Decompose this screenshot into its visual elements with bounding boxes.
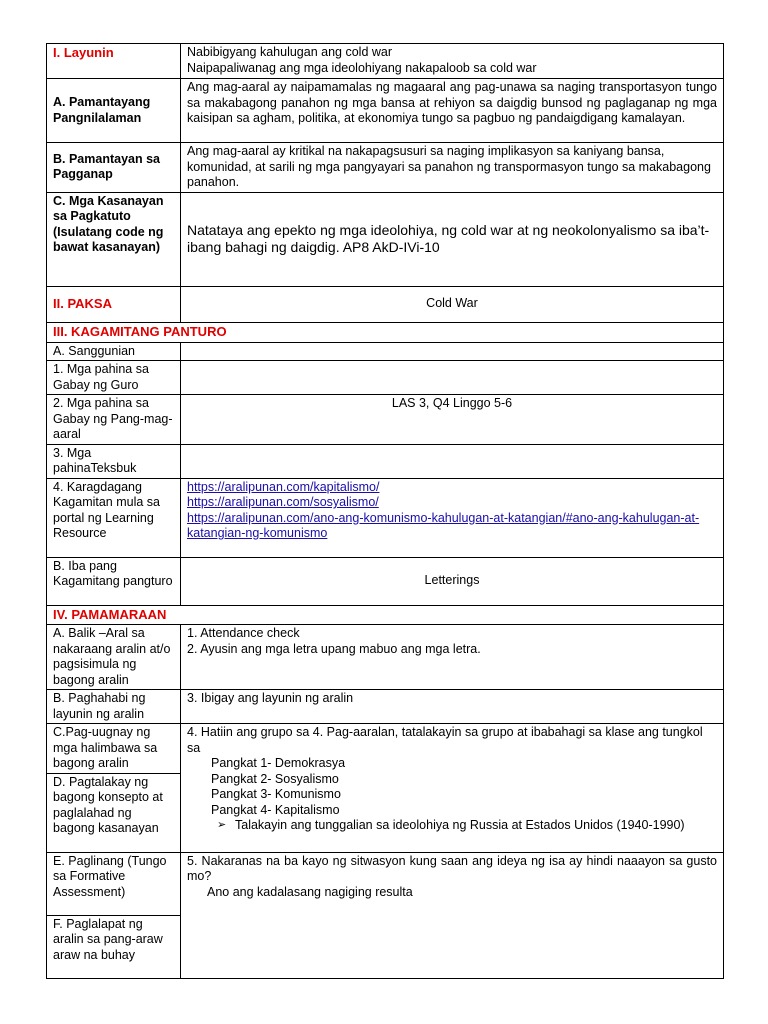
paglinang-row: [47, 852, 724, 915]
pag-uugnay-row: [47, 724, 724, 774]
pangkat-2: Pangkat 2- Sosyalismo: [211, 771, 339, 786]
teksbuk-row: [47, 444, 724, 478]
pamantayan-sa-pagganap-label: B. Pamantayan sa Pagganap: [47, 143, 181, 193]
pangkat-3: Pangkat 3- Komunismo: [211, 787, 341, 801]
pag-uugnay-item: 4. Hatiin ang grupo sa 4. Pag-aaralan, tatalakayin sa grupo at ibabahagi sa klase ang tungkol sa: [187, 725, 703, 755]
iba-pang-label: B. Iba pang Kagamitang pangturo: [47, 557, 181, 605]
paksa-value: Cold War: [181, 286, 724, 322]
paghahabi-row: [47, 690, 724, 724]
balik-aral-label: A. Balik –Aral sa nakaraang aralin at/o pagsisimula ng bagong aralin: [47, 625, 181, 690]
pamantayang-pangnilalaman-label: A. Pamantayang Pangnilalaman: [47, 79, 181, 143]
arrow-bullet-icon: ➢: [217, 819, 227, 831]
paglinang-item: 5. Nakaranas na ba kayo ng sitwasyon kung saan ang ideya ng isa ay hindi naaayon sa gusto mo?: [187, 853, 717, 883]
pamantayang-pangnilalaman-row: [47, 79, 724, 143]
sanggunian-row: [47, 342, 724, 361]
komunismo-link[interactable]: https://aralipunan.com/ano-ang-komunismo-kahulugan-at-katangian/#ano-ang-kahulugan-at-katangian-ng-komunismo: [187, 510, 700, 540]
pamantayan-sa-pagganap-row: [47, 143, 724, 193]
layunin-line-2: Naipapaliwanag ang mga ideolohiyang nakapaloob sa cold war: [187, 60, 537, 75]
layunin-row: [47, 44, 724, 79]
pangkat-1: Pangkat 1- Demokrasya: [211, 756, 346, 770]
balik-aral-row: [47, 625, 724, 690]
kagamitang-panturo-label: III. KAGAMITANG PANTURO: [53, 323, 227, 339]
kagamitang-panturo-row: [47, 322, 724, 342]
gabay-guro-row: [47, 361, 724, 395]
tunggalian-text: Talakayin ang tunggalian sa ideolohiya ng Russia at Estados Unidos (1940-1990): [235, 818, 685, 832]
kasanayan-text: Natataya ang epekto ng mga ideolohiya, ng cold war at ng neokolonyalismo sa iba’t-ibang bahagi ng daigdig. AP8 AkD-IVi-10: [181, 192, 724, 286]
karagdagang-row: [47, 478, 724, 557]
gabay-mag-aaral-value: LAS 3, Q4 Linggo 5-6: [181, 395, 724, 445]
gabay-mag-aaral-label: 2. Mga pahina sa Gabay ng Pang-mag-aaral: [47, 395, 181, 445]
balik-aral-item-2: 2. Ayusin ang mga letra upang mabuo ang mga letra.: [187, 641, 481, 656]
sanggunian-label: A. Sanggunian: [47, 342, 181, 361]
pamantayan-sa-pagganap-text: Ang mag-aaral ay kritikal na nakapagsusuri sa naging implikasyon sa kaniyang bansa, komunidad, at sarili ng mga pangyayari sa panahon ng transpormasyon tungo sa makabagong panahon.: [181, 143, 724, 193]
paglalapat-label: F. Paglalapat ng aralin sa pang-araw araw na buhay: [47, 915, 181, 978]
pagtalakay-label: D. Pagtalakay ng bagong konsepto at paglalahad ng bagong kasanayan: [47, 773, 181, 852]
balik-aral-item-1: 1. Attendance check: [187, 626, 300, 640]
sosyalismo-link[interactable]: https://aralipunan.com/sosyalismo/: [187, 495, 379, 509]
kapitalismo-link[interactable]: https://aralipunan.com/kapitalismo/: [187, 479, 380, 494]
teksbuk-label: 3. Mga pahinaTeksbuk: [47, 444, 181, 478]
layunin-label: I. Layunin: [53, 45, 114, 60]
iba-pang-value: Letterings: [181, 557, 724, 605]
pamantayang-pangnilalaman-text: Ang mag-aaral ay naipamamalas ng magaaral ang pag-unawa sa naging transportasyon tungo sa makabagong panahon ng mga bansa at rehiyon sa daigdig bunsod ng paglaganap ng mga kaisipan sa agham, politika, at ekonomiya tungo sa pagbuo ng pandaigdigang kamalayan.: [181, 79, 724, 143]
kasanayan-label: C. Mga Kasanayan sa Pagkatuto (Isulatang code ng bawat kasanayan): [47, 192, 181, 286]
pangkat-4: Pangkat 4- Kapitalismo: [211, 802, 340, 817]
pamamaraan-label: IV. PAMAMARAAN: [53, 606, 167, 622]
lesson-plan-table: [46, 43, 724, 979]
paghahabi-label: B. Paghahabi ng layunin ng aralin: [47, 690, 181, 724]
pamamaraan-row: [47, 605, 724, 625]
paghahabi-item: 3. Ibigay ang layunin ng aralin: [181, 690, 724, 724]
iba-pang-row: [47, 557, 724, 605]
pag-uugnay-label: C.Pag-uugnay ng mga halimbawa sa bagong aralin: [47, 724, 181, 774]
paglinang-label: E. Paglinang (Tungo sa Formative Assessment): [47, 852, 181, 915]
layunin-line-1: Nabibigyang kahulugan ang cold war: [187, 45, 393, 59]
tunggalian-bullet: [187, 818, 717, 834]
gabay-mag-aaral-row: [47, 395, 724, 445]
kasanayan-row: [47, 192, 724, 286]
gabay-guro-label: 1. Mga pahina sa Gabay ng Guro: [47, 361, 181, 395]
paglinang-sub: Ano ang kadalasang nagiging resulta: [207, 884, 413, 899]
paksa-label: II. PAKSA: [53, 295, 112, 311]
paksa-row: [47, 286, 724, 322]
karagdagang-label: 4. Karagdagang Kagamitan mula sa portal ng Learning Resource: [47, 478, 181, 557]
